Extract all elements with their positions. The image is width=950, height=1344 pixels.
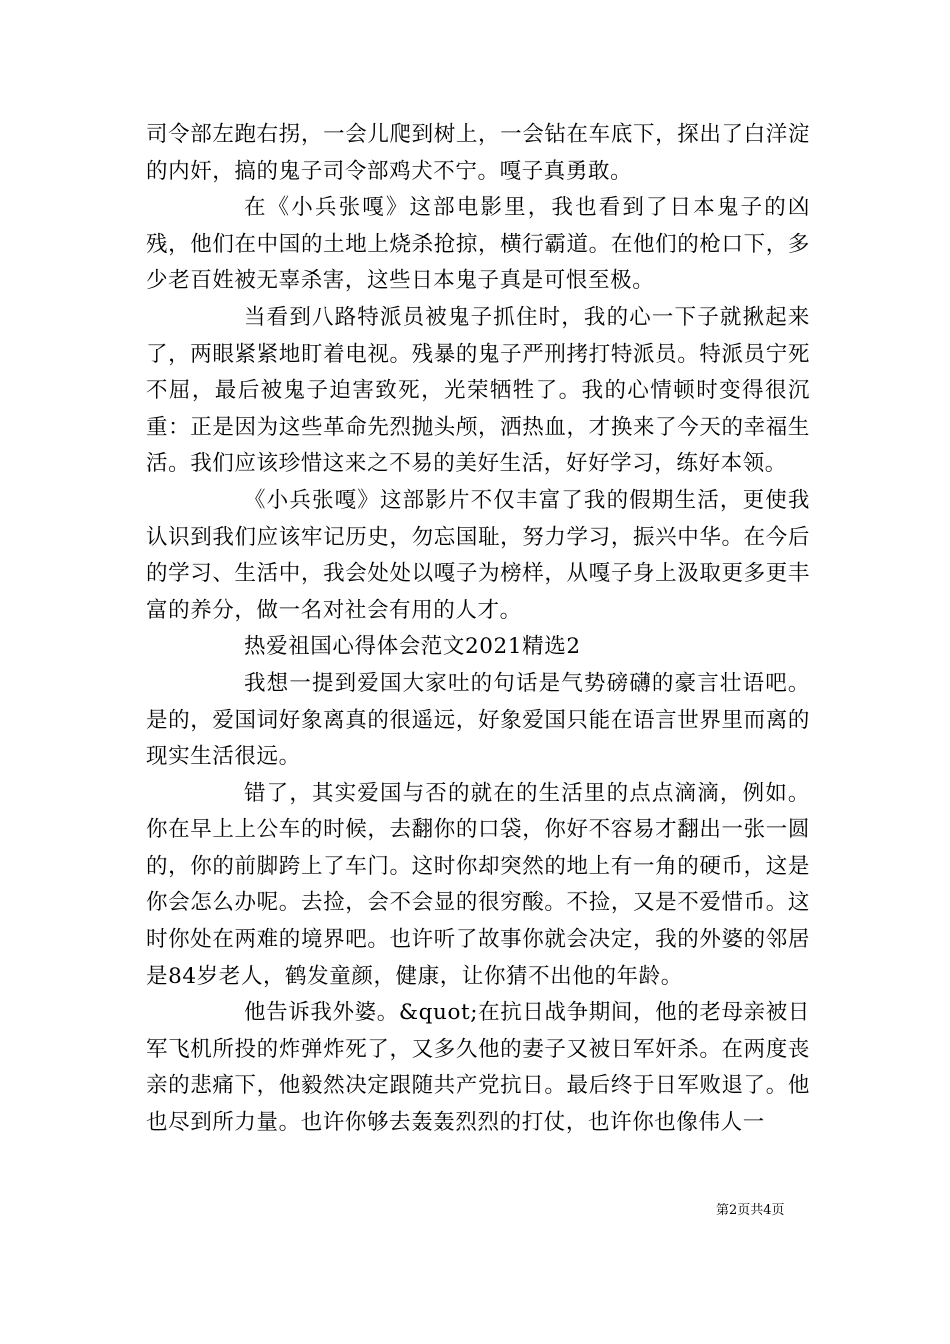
paragraph: 《小兵张嘎》这部影片不仅丰富了我的假期生活，更使我认识到我们应该牢记历史，勿忘国耻，努力学习，振兴中华。在今后的学习、生活中，我会处处以嘎子为榜样，从嘎子身上汲取更多更丰富的养分，做一名对社会有用的人才。 [146, 487, 810, 623]
document-body [146, 117, 810, 1142]
paragraph: 当看到八路特派员被鬼子抓住时，我的心一下子就揪起来了，两眼紧紧地盯着电视。残暴的鬼子严刑拷打特派员。特派员宁死不屈，最后被鬼子迫害致死，光荣牺牲了。我的心情顿时变得很沉重：正是因为这些革命先烈抛头颅，洒热血，才换来了今天的幸福生活。我们应该珍惜这来之不易的美好生活，好好学习，练好本领。 [146, 304, 810, 477]
paragraph-continuation: 司令部左跑右拐，一会儿爬到树上，一会钻在车底下，探出了白洋淀的内奸，搞的鬼子司令部鸡犬不宁。嘎子真勇敢。 [146, 122, 810, 184]
paragraph: 他告诉我外婆。&quot;在抗日战争期间，他的老母亲被日军飞机所投的炸弹炸死了，又多久他的妻子又被日军奸杀。在两度丧亲的悲痛下，他毅然决定跟随共产党抗日。最后终于日军败退了。他也尽到所力量。也许你够去轰轰烈烈的打仗，也许你也像伟人一 [146, 1000, 810, 1136]
paragraph: 在《小兵张嘎》这部电影里，我也看到了日本鬼子的凶残，他们在中国的土地上烧杀抢掠，横行霸道。在他们的枪口下，多少老百姓被无辜杀害，这些日本鬼子真是可恨至极。 [146, 195, 810, 294]
paragraph: 我想一提到爱国大家吐的句话是气势磅礴的豪言壮语吧。是的，爱国词好象离真的很遥远，好象爱国只能在语言世界里而离的现实生活很远。 [146, 670, 810, 770]
paragraph: 错了，其实爱国与否的就在的生活里的点点滴滴，例如。你在早上上公车的时候，去翻你的口袋，你好不容易才翻出一张一圆的，你的前脚跨上了车门。这时你却突然的地上有一角的硬币，这是你会怎么办呢。去捡，会不会显的很穷酸。不捡，又是不爱惜币。这时你处在两难的境界吧。也许听了故事你就会决定，我的外婆的邻居是84岁老人，鹤发童颜，健康，让你猜不出他的年龄。 [146, 780, 810, 989]
page-number-footer: 第2页共4页 [716, 1203, 785, 1218]
section-heading: 热爱祖国心得体会范文2021精选2 [244, 634, 581, 660]
